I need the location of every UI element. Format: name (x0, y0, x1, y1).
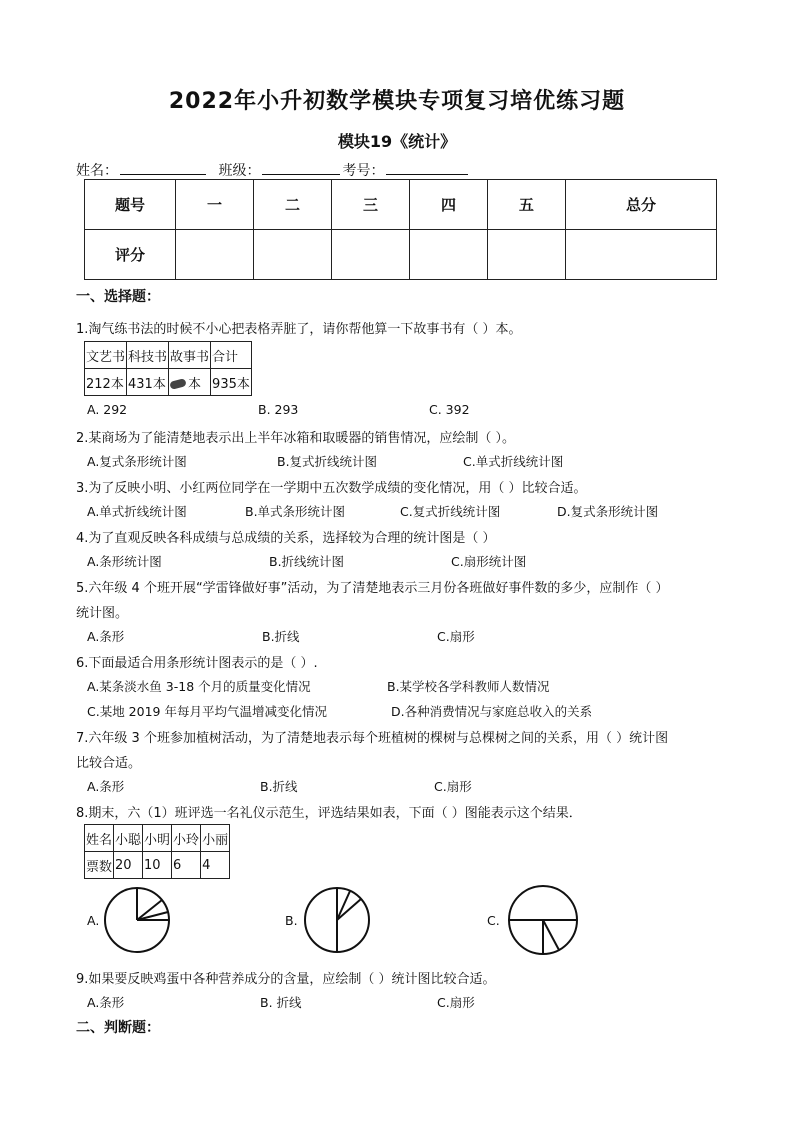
name-label: 姓名： (76, 163, 118, 179)
class-label: 班级： (218, 163, 261, 179)
score-table-row (85, 230, 717, 280)
q6-option-b[interactable]: B.某学校各学科教师人数情况 (387, 679, 550, 694)
q6-option-c[interactable]: C.某地 2019 年每月平均气温增减变化情况 (87, 704, 327, 719)
q1-table-cell: 431本 (127, 369, 169, 396)
q7-option-b[interactable]: B.折线 (260, 779, 298, 794)
q7-option-c[interactable]: C.扇形 (434, 779, 472, 794)
question-9: 9.如果要反映鸡蛋中各种营养成分的含量，应绘制（ ）统计图比较合适。 (76, 972, 496, 987)
question-3: 3.为了反映小明、小红两位同学在一学期中五次数学成绩的变化情况，用（ ）比较合适。 (76, 481, 587, 496)
q8-option-b[interactable]: B. (285, 913, 298, 928)
q9-option-b[interactable]: B. 折线 (260, 995, 302, 1010)
q5-option-b[interactable]: B.折线 (262, 629, 300, 644)
score-input-cell[interactable] (565, 230, 716, 280)
q8-table-cell: 姓名 (85, 825, 114, 852)
exam-no-blank[interactable] (386, 160, 468, 175)
score-header-cell: 五 (487, 180, 565, 230)
q1-table-cell: 合计 (211, 342, 252, 369)
q8-table-cell: 小玲 (172, 825, 201, 852)
q2-option-a[interactable]: A.复式条形统计图 (87, 454, 187, 469)
q1-table-cell: 故事书 (169, 342, 211, 369)
ink-smudge (169, 378, 187, 390)
q8-table-cell: 10 (143, 852, 172, 879)
q2-option-b[interactable]: B.复式折线统计图 (277, 454, 378, 469)
score-table (84, 179, 717, 280)
q7-option-a[interactable]: A.条形 (87, 779, 125, 794)
q5-option-c[interactable]: C.扇形 (437, 629, 475, 644)
q5-option-a[interactable]: A.条形 (87, 629, 125, 644)
score-header-cell: 一 (176, 180, 254, 230)
q8-table-cell: 小明 (143, 825, 172, 852)
question-7-line-2: 比较合适。 (76, 756, 142, 771)
q9-option-c[interactable]: C.扇形 (437, 995, 475, 1010)
score-table-header-row (85, 180, 717, 230)
section-heading-judge: 二、判断题： (76, 1020, 160, 1036)
q4-option-c[interactable]: C.扇形统计图 (451, 554, 527, 569)
q4-option-a[interactable]: A.条形统计图 (87, 554, 162, 569)
q8-vote-table (84, 824, 230, 879)
score-header-cell: 总分 (565, 180, 716, 230)
section-heading-choice: 一、选择题： (76, 289, 160, 305)
q8-table-cell: 20 (114, 852, 143, 879)
score-input-cell[interactable] (487, 230, 565, 280)
score-header-cell: 题号 (85, 180, 176, 230)
q3-option-a[interactable]: A.单式折线统计图 (87, 504, 187, 519)
q8-pie-b[interactable] (303, 886, 371, 954)
score-input-cell[interactable] (253, 230, 331, 280)
q1-option-b[interactable]: B. 293 (258, 402, 299, 417)
q8-pie-a[interactable] (103, 886, 171, 954)
q1-table-cell-smudged: 本 (169, 369, 211, 396)
q8-table-cell: 票数 (85, 852, 114, 879)
q2-option-c[interactable]: C.单式折线统计图 (463, 454, 564, 469)
q3-option-b[interactable]: B.单式条形统计图 (245, 504, 346, 519)
student-info-line (76, 160, 470, 180)
q1-table (84, 341, 252, 396)
question-5-line-2: 统计图。 (76, 606, 129, 621)
q8-table-header-row (85, 825, 230, 852)
score-row-label: 评分 (85, 230, 176, 280)
score-header-cell: 四 (409, 180, 487, 230)
q8-table-cell: 6 (172, 852, 201, 879)
q3-option-c[interactable]: C.复式折线统计图 (400, 504, 501, 519)
exam-no-label: 考号： (342, 163, 385, 179)
q1-table-cell: 212本 (85, 369, 127, 396)
q8-pie-c[interactable] (505, 884, 581, 956)
q1-table-value-row (85, 369, 252, 396)
q8-table-cell: 小聪 (114, 825, 143, 852)
q8-option-a[interactable]: A. (87, 913, 100, 928)
question-5-line-1: 5.六年级 4 个班开展“学雷锋做好事”活动，为了清楚地表示三月份各班做好事件数的多少，应制作（ ） (76, 581, 669, 596)
score-input-cell[interactable] (331, 230, 409, 280)
question-7-line-1: 7.六年级 3 个班参加植树活动，为了清楚地表示每个班植树的棵树与总棵树之间的关系，用（ ）统计图 (76, 731, 669, 746)
score-header-cell: 二 (253, 180, 331, 230)
q4-option-b[interactable]: B.折线统计图 (269, 554, 345, 569)
q8-option-c[interactable]: C. (487, 913, 500, 928)
score-input-cell[interactable] (176, 230, 254, 280)
q3-option-d[interactable]: D.复式条形统计图 (557, 504, 659, 519)
question-8: 8.期末，六（1）班评选一名礼仪示范生，评选结果如表，下面（ ）图能表示这个结果． (76, 806, 582, 821)
q1-table-header-row (85, 342, 252, 369)
q1-table-cell: 文艺书 (85, 342, 127, 369)
question-4: 4.为了直观反映各科成绩与总成绩的关系，选择较为合理的统计图是（ ） (76, 531, 496, 546)
class-blank[interactable] (262, 160, 340, 175)
question-6: 6.下面最适合用条形统计图表示的是（ ）. (76, 656, 318, 671)
q8-table-cell: 4 (201, 852, 230, 879)
question-1: 1.淘气练书法的时候不小心把表格弄脏了，请你帮他算一下故事书有（ ）本。 (76, 322, 522, 337)
q8-table-cell: 小丽 (201, 825, 230, 852)
q1-table-cell: 935本 (211, 369, 252, 396)
q9-option-a[interactable]: A.条形 (87, 995, 125, 1010)
q6-option-d[interactable]: D.各种消费情况与家庭总收入的关系 (391, 704, 593, 719)
q8-table-value-row (85, 852, 230, 879)
q1-option-a[interactable]: A. 292 (87, 402, 128, 417)
question-2: 2.某商场为了能清楚地表示出上半年冰箱和取暖器的销售情况，应绘制（ ）。 (76, 431, 516, 446)
q1-table-cell: 科技书 (127, 342, 169, 369)
q6-option-a[interactable]: A.某条淡水鱼 3-18 个月的质量变化情况 (87, 679, 311, 694)
page-subtitle: 模块19《统计》 (337, 132, 457, 151)
score-header-cell: 三 (331, 180, 409, 230)
page-title: 2022年小升初数学模块专项复习培优练习题 (168, 89, 626, 114)
name-blank[interactable] (120, 160, 206, 175)
score-input-cell[interactable] (409, 230, 487, 280)
q1-option-c[interactable]: C. 392 (429, 402, 470, 417)
